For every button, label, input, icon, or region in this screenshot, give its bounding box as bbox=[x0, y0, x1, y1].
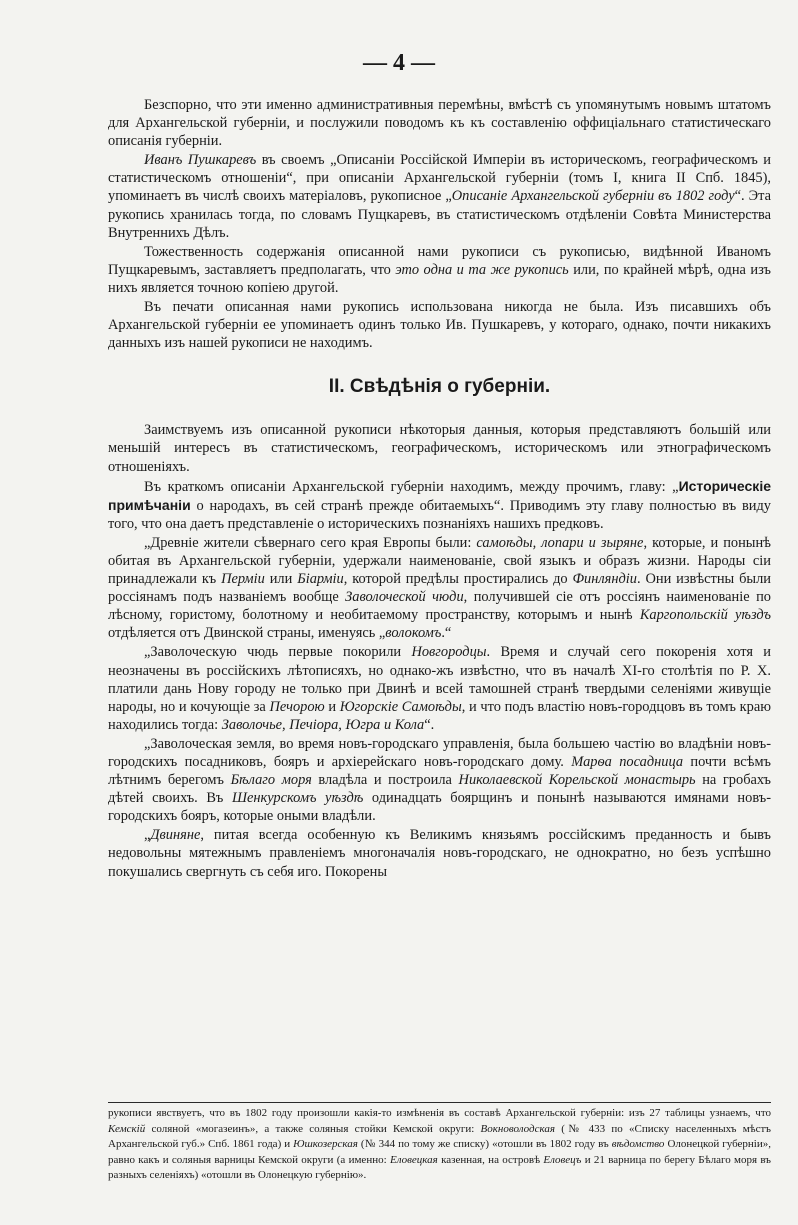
text-run: почти всѣмъ лѣтнимъ берегомъ bbox=[108, 754, 771, 789]
text-run: . Время и случай сего покоренія хотя и неозначены въ россійскихъ лѣтописяхъ, но однако-жъ извѣстно, что въ началѣ XI-го столѣтія по Р. Х. платили дань Нову городу не только при Двинѣ и всей тамошней странѣ твердыми селеніями живущіе народы, но и кочующіе за bbox=[108, 644, 772, 715]
text-run: и bbox=[324, 698, 340, 715]
text-run: Въ печати описанная нами рукопись использована никогда не была. Изъ писавшихъ объ Архангельской губерніи ее упоминаетъ одинъ только Ив. Пушкаревъ, у котораго, однако, почти никакихъ данныхъ изъ нашей рукописи не находимъ. bbox=[108, 299, 771, 352]
italic-text: Вокноволодская bbox=[480, 1122, 555, 1135]
section-heading: II. Свѣдѣнія о губерніи. bbox=[328, 376, 551, 398]
text-run: Безспорно, что эти именно административныя перемѣны, вмѣстѣ съ упомянутымъ новымъ штатомъ для Архангельской губерніи, и послужили поводомъ къ къ составленію оффиціальнаго статистическаго описанія губерніи. bbox=[108, 97, 771, 150]
italic-text: Бѣлаго моря bbox=[230, 772, 312, 789]
italic-text: волокомъ bbox=[385, 625, 442, 642]
text-run: о народахъ, въ сей странѣ прежде обитаемыхъ“. Приводимъ эту главу полностью въ виду того, что она даетъ представленіе о историческихъ познаніяхъ нашихъ предковъ. bbox=[108, 497, 771, 532]
italic-text: Заволоческой чюди bbox=[345, 589, 464, 606]
text-run: .“ bbox=[441, 625, 452, 642]
paragraph bbox=[108, 298, 771, 352]
text-run: или bbox=[264, 571, 298, 588]
italic-text: Заволочье, Печіора, Югра и Кола bbox=[221, 716, 425, 733]
text-run: или, по крайней мѣрѣ, одна изъ нихъ является точною копіею другой. bbox=[108, 261, 771, 296]
text-run: , которой предѣлы простирались до bbox=[343, 571, 573, 588]
italic-text: Біарміи bbox=[297, 571, 344, 588]
text-run: , которые, и понынѣ обитая въ Архангельской губерніи, удержали наименованіе, свой языкъ и образъ жизни. Народы сіи принадлежали къ bbox=[108, 534, 771, 588]
text-run: Олонецкой губерніи», равно какъ и соляныя варницы Кемской округи (а именно: bbox=[108, 1138, 771, 1166]
italic-text: Марѳа посадница bbox=[571, 754, 684, 770]
italic-text: Югорскіе Самоѣды bbox=[339, 698, 462, 715]
italic-text: Перміи bbox=[221, 571, 265, 588]
text-run: (№ 433 по «Списку населенныхъ мѣстъ Архангельской губ.» Спб. 1861 года) и bbox=[108, 1122, 771, 1151]
italic-text: Шенкурскомъ уѣздѣ bbox=[231, 790, 364, 807]
footnote-rule bbox=[108, 1102, 771, 1103]
text-run: казенная, на островѣ bbox=[437, 1153, 544, 1166]
italic-text: Иванъ Пушкаревъ bbox=[144, 152, 257, 169]
italic-text: Еловецъ bbox=[543, 1153, 582, 1166]
text-run: отдѣляется отъ Двинской страны, именуясь „ bbox=[108, 625, 386, 642]
paragraph bbox=[108, 151, 771, 241]
page-number: — 4 — bbox=[363, 50, 435, 76]
paragraph bbox=[108, 243, 771, 297]
text-run: „ bbox=[144, 827, 151, 844]
italic-text: самоѣды, лопари и зыряне bbox=[476, 534, 644, 551]
text-run: Въ краткомъ описаніи Архангельской губерніи находимъ, между прочимъ, главу: „ bbox=[144, 478, 679, 495]
paragraph bbox=[108, 534, 771, 643]
text-run: одинадцать боярщинъ и понынѣ называются имянами новъ-городскихъ бояръ, которые оными владѣли. bbox=[108, 790, 771, 825]
text-run: „Древніе жители сѣвернаго сего края Европы были: bbox=[144, 534, 477, 551]
text-run: и 21 варница по берегу Бѣлаго моря въ разныхъ селеніяхъ) «отошли въ Олонецкую губернію». bbox=[108, 1153, 771, 1182]
paragraph bbox=[108, 96, 771, 150]
italic-text: это одна и та же рукопись bbox=[395, 261, 569, 278]
paragraph bbox=[108, 826, 771, 880]
text-run: на гробахъ дѣтей своихъ. Въ bbox=[108, 772, 771, 807]
paragraph bbox=[108, 735, 771, 825]
text-run: . Они извѣстны были россіянамъ подъ названіемъ вообще bbox=[108, 571, 771, 606]
text-run: “. Эта рукопись хранилась тогда, по словамъ Пущкаревъ, въ статистическомъ отдѣленіи Совѣта Министерства Внутреннихъ Дѣлъ. bbox=[108, 188, 771, 241]
text-run: , питая всегда особенную къ Великимъ князьямъ россійскимъ преданность и бывъ недовольны мятежнымъ правленіемъ многоначалія новъ-городскаго, не однократно, но безъ успѣшно покушались свергнуть съ себя иго. Покорены bbox=[108, 827, 771, 880]
text-run: Тожественность содержанія описанной нами рукописи съ рукописью, видѣнной Иваномъ Пущкаревымъ, заставляетъ предполагать, что bbox=[108, 243, 771, 278]
text-run: „Заволоческая земля, во время новъ-городскаго управленія, была большею частію во владѣніи новъ-городскихъ посадниковъ, бояръ и архіерейскаго новъ-городскаго дому. bbox=[108, 735, 771, 770]
text-run: владѣла и построила bbox=[311, 772, 459, 789]
text-run: , получившей сіе отъ россіянъ наименованіе по лѣсному, гористому, болотному и необитаемому пространству, которымъ и нынѣ bbox=[108, 589, 771, 624]
italic-text: Еловецкая bbox=[389, 1153, 438, 1166]
text-run: рукописи явствуетъ, что въ 1802 году произошли какія-то измѣненія въ составѣ Архангельской губерніи: изъ 27 таблицы узнаемъ, что bbox=[108, 1107, 771, 1119]
italic-text: Финляндіи bbox=[572, 571, 637, 588]
footnote bbox=[108, 1106, 771, 1184]
italic-text: Описаніе Архангельской губерніи въ 1802 году bbox=[451, 188, 735, 205]
text-run: (№ 344 по тому же списку) «отошли въ 1802 году въ bbox=[357, 1138, 612, 1151]
text-run: Заимствуемъ изъ описанной рукописи нѣкоторыя данныя, которыя представляютъ большій или меньшій интересъ въ статистическомъ, географическомъ, историческомъ или этнографическомъ отношеніяхъ. bbox=[108, 422, 771, 475]
italic-text: Кемскій bbox=[108, 1122, 146, 1135]
italic-text: вѣдомство bbox=[611, 1138, 665, 1151]
text-run: , и что подъ властію новъ-городцовъ въ томъ краю находились тогда: bbox=[108, 698, 772, 733]
text-run: соляной «могазеинъ», а также соляныя стойки Кемской округи: bbox=[145, 1122, 481, 1135]
italic-text: Николаевской Корельской монастырь bbox=[458, 772, 696, 789]
text-run: “. bbox=[424, 716, 435, 733]
footnote-text bbox=[108, 1106, 771, 1184]
italic-text: Двиняне bbox=[150, 827, 201, 844]
text-run: „Заволоческую чюдь первые покорили bbox=[144, 644, 412, 661]
italic-text: Юшкозерская bbox=[293, 1138, 358, 1151]
paragraph bbox=[108, 477, 771, 533]
text-run: въ своемъ „Описаніи Россійской Имперіи въ историческомъ, географическомъ и статистическомъ отношеніи“, при описаніи Архангельской губерніи (томъ I, книга II Спб. 1845), упоминаетъ въ числѣ своихъ матеріаловъ, рукописное „ bbox=[108, 152, 771, 205]
emphasized-title: Историческіе примѣчаніи bbox=[108, 477, 771, 513]
italic-text: Каргопольскій уѣздъ bbox=[639, 607, 771, 624]
italic-text: Новгородцы bbox=[411, 644, 487, 661]
italic-text: Печорою bbox=[269, 698, 325, 715]
paragraph bbox=[108, 421, 771, 475]
paragraph bbox=[108, 643, 771, 733]
body-text bbox=[108, 95, 771, 881]
